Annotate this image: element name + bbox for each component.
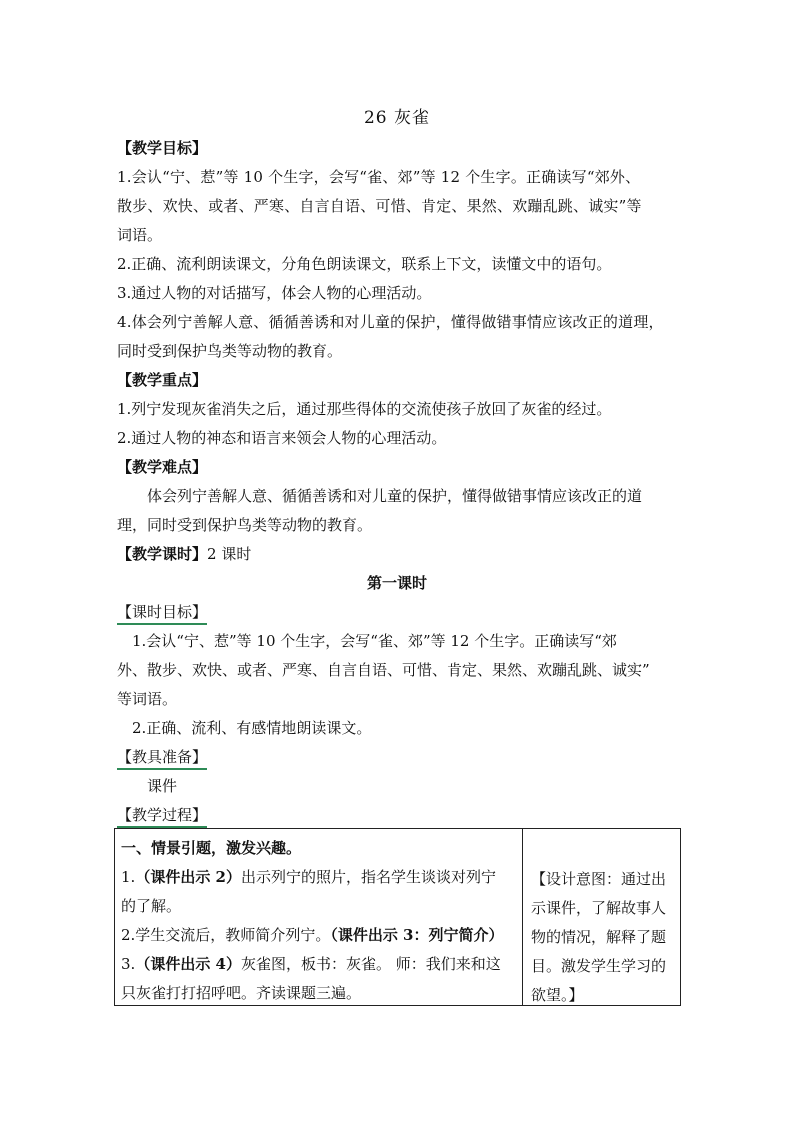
- key-points-heading: 【教学重点】: [117, 371, 208, 389]
- goal-4-line-2: 同时受到保护鸟类等动物的教育。: [117, 342, 343, 360]
- goal-1-line-3: 词语。: [117, 226, 163, 244]
- key-point-1: 1.列宁发现灰雀消失之后，通过那些得体的交流使孩子放回了灰雀的经过。: [117, 400, 612, 418]
- process-step-1-cont: 的了解。: [121, 897, 182, 915]
- design-intent-cell: [523, 829, 680, 1005]
- difficulty-line-1: 体会列宁善解人意、循循善诱和对儿童的保护，懂得做错事情应该改正的道: [147, 487, 643, 505]
- lesson-objective-1-line-2: 外、散步、欢快、或者、严寒、自言自语、可惜、肯定、果然、欢蹦乱跳、诚实”: [117, 661, 650, 679]
- key-point-2: 2.通过人物的神态和语言来领会人物的心理活动。: [117, 429, 447, 447]
- teaching-hours-value: 2 课时: [207, 545, 252, 563]
- lesson-objective-1-line-1: 1.会认“宁、惹”等 10 个生字，会写“雀、郊”等 12 个生字。正确读写“郊: [132, 632, 617, 650]
- design-intent-line-5: 欲望。】: [531, 986, 584, 1004]
- design-intent-line-3: 物的情况，解释了题: [531, 928, 667, 946]
- lesson-objective-2: 2.正确、流利、有感情地朗读课文。: [132, 719, 372, 737]
- teaching-aids-value: 课件: [147, 777, 178, 795]
- lesson-objectives-heading-row: [117, 598, 677, 627]
- process-step-1: [121, 863, 518, 892]
- step-2-courseware: （课件出示 3：列宁简介）: [330, 926, 504, 944]
- process-step-3: [121, 950, 518, 979]
- goal-3: 3.通过人物的对话描写，体会人物的心理活动。: [117, 284, 432, 302]
- lesson-plan-body: [117, 134, 677, 830]
- difficulty-line-2: 理，同时受到保护鸟类等动物的教育。: [117, 516, 373, 534]
- design-intent-line-4: 目。激发学生学习的: [531, 957, 667, 975]
- design-intent-line-1: 【设计意图：通过出: [531, 870, 667, 888]
- goal-4-line-1: 4.体会列宁善解人意、循循善诱和对儿童的保护，懂得做错事情应该改正的道理，: [117, 313, 664, 331]
- teaching-hours-heading: 【教学课时】: [117, 545, 208, 563]
- step-1-number: 1.: [121, 868, 136, 886]
- teaching-aids-heading: 【教具准备】: [117, 746, 207, 770]
- teaching-process-heading: 【教学过程】: [117, 804, 207, 828]
- goal-2: 2.正确、流利朗读课文，分角色朗读课文，联系上下文，读懂文中的语句。: [117, 255, 612, 273]
- teaching-goals-heading: 【教学目标】: [117, 139, 208, 157]
- process-steps-cell: [115, 829, 523, 1005]
- design-intent-line-2: 示课件，了解故事人: [531, 899, 667, 917]
- step-3-courseware: （课件出示 4）: [135, 955, 241, 973]
- lesson-objective-1-line-3: 等词语。: [117, 690, 178, 708]
- process-step-3-cont: 只灰雀打打招呼吧。齐读课题三遍。: [121, 984, 362, 1002]
- step-3-text: 灰雀图，板书：灰雀。 师：我们来和这: [240, 955, 501, 973]
- lesson-objectives-heading: 【课时目标】: [117, 601, 207, 625]
- step-2-text: 2.学生交流后，教师简介列宁。: [121, 926, 331, 944]
- lesson-1-title: 第一课时: [366, 574, 427, 592]
- step-3-number: 3.: [121, 955, 136, 973]
- teaching-process-heading-row: [117, 801, 677, 830]
- process-step-2: [121, 921, 518, 950]
- goal-1-line-2: 散步、欢快、或者、严寒、自言自语、可惜、肯定、果然、欢蹦乱跳、诚实”等: [117, 197, 642, 215]
- difficulties-heading: 【教学难点】: [117, 458, 208, 476]
- step-1-courseware: （课件出示 2）: [135, 868, 241, 886]
- teaching-process-table: [114, 828, 681, 1006]
- process-section-title: 一、情景引题，激发兴趣。: [121, 839, 302, 857]
- step-1-text: 出示列宁的照片，指名学生谈谈对列宁: [240, 868, 496, 886]
- teaching-hours: [117, 540, 677, 569]
- teaching-aids-heading-row: [117, 743, 677, 772]
- goal-1-line-1: 1.会认“宁、惹”等 10 个生字，会写“雀、郊”等 12 个生字。正确读写“郊外、: [117, 168, 641, 186]
- lesson-title: 26 灰雀: [363, 108, 431, 128]
